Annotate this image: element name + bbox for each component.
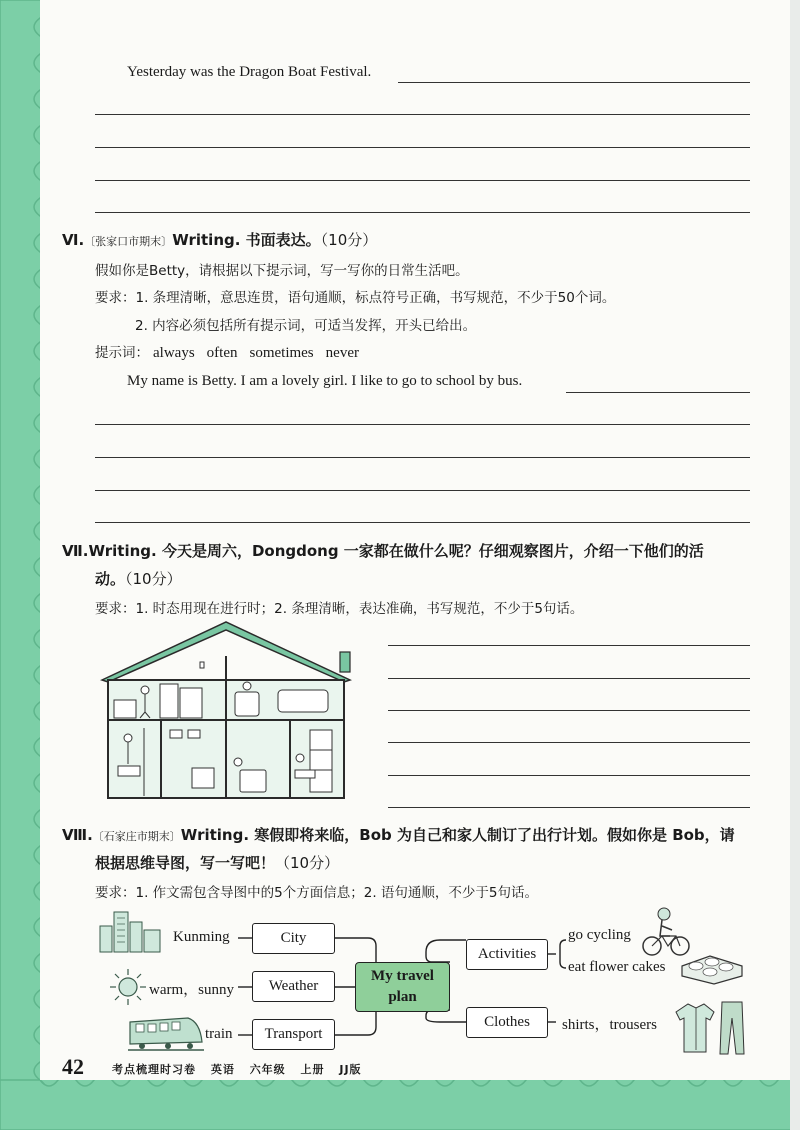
- weather-box: Weather: [252, 971, 335, 1002]
- activity-1: go cycling: [568, 927, 631, 943]
- section7-title-line2: 动。: [95, 570, 126, 588]
- top-writing-prompt: Yesterday was the Dragon Boat Festival.: [127, 64, 372, 80]
- city-value: Kunming: [173, 929, 230, 945]
- footer-volume: 上册: [300, 1063, 325, 1076]
- clothes-box: Clothes: [466, 1007, 548, 1038]
- transport-box: Transport: [252, 1019, 335, 1050]
- weather-value: warm，sunny: [149, 982, 234, 998]
- hint-word-always: always: [153, 345, 195, 361]
- section6-requirement-2: 2. 内容必须包括所有提示词，可适当发挥，开头已给出。: [135, 318, 477, 334]
- city-box: City: [252, 923, 335, 954]
- section7-score: （10分）: [125, 570, 182, 588]
- section6-title: Writing. 书面表达。: [172, 231, 321, 249]
- activities-box: Activities: [466, 939, 548, 970]
- center-line-2: plan: [388, 989, 417, 1005]
- section6-numeral: Ⅵ.: [62, 231, 85, 249]
- section6-tag: 〔张家口市期末〕: [84, 235, 173, 248]
- footer-book-title: 考点梳理时习卷: [112, 1063, 196, 1076]
- section7-requirement: 要求：1. 时态用现在进行时；2. 条理清晰，表达准确，书写规范，不少于5句话。: [95, 601, 584, 617]
- section8-numeral: Ⅷ.: [62, 826, 93, 844]
- section7-numeral: Ⅶ.: [62, 542, 89, 560]
- center-box: [355, 962, 450, 1012]
- section6-requirement-1: 要求：1. 条理清晰，意思连贯，语句通顺，标点符号正确，书写规范，不少于50个词。: [95, 290, 616, 306]
- shirt-trousers-icon: [672, 1000, 746, 1056]
- clothes-value: shirts，trousers: [562, 1017, 657, 1033]
- hint-label: 提示词：: [95, 345, 149, 361]
- section6-opening-sentence: My name is Betty. I am a lovely girl. I like to go to school by bus.: [127, 373, 523, 389]
- section7-title-line1: Writing. 今天是周六，Dongdong 一家都在做什么呢？仔细观察图片，介绍一下他们的活: [88, 542, 704, 560]
- sun-icon: [109, 968, 147, 1006]
- train-icon: [128, 1012, 204, 1054]
- cycling-boy-icon: [642, 906, 690, 958]
- section8-requirement: 要求：1. 作文需包含导图中的5个方面信息；2. 语句通顺，不少于5句话。: [95, 885, 539, 901]
- section8-title-line1: Writing. 寒假即将来临，Bob 为自己和家人制订了出行计划。假如你是 Bob，请: [180, 826, 735, 844]
- flower-cakes-icon: [680, 952, 744, 986]
- hint-word-often: often: [206, 345, 238, 361]
- hint-word-never: never: [325, 345, 359, 361]
- footer-grade: 六年级: [249, 1063, 286, 1076]
- footer-info: [112, 1061, 362, 1077]
- section6-intro: 假如你是Betty，请根据以下提示词，写一写你的日常生活吧。: [95, 263, 469, 279]
- activity-2: eat flower cakes: [568, 959, 666, 975]
- section8-score: （10分）: [275, 854, 340, 872]
- page-number: 42: [62, 1054, 84, 1079]
- section8-tag: 〔石家庄市期末〕: [92, 830, 181, 843]
- transport-value: train: [205, 1026, 233, 1042]
- city-buildings-icon: [98, 910, 164, 954]
- footer-subject: 英语: [210, 1063, 235, 1076]
- section6-score: （10分）: [320, 231, 378, 249]
- section8-title-line2: 根据思维导图，写一写吧！: [95, 854, 276, 872]
- hint-word-sometimes: sometimes: [249, 345, 314, 361]
- center-line-1: My travel: [371, 968, 434, 984]
- footer-edition: JJ版: [339, 1063, 362, 1076]
